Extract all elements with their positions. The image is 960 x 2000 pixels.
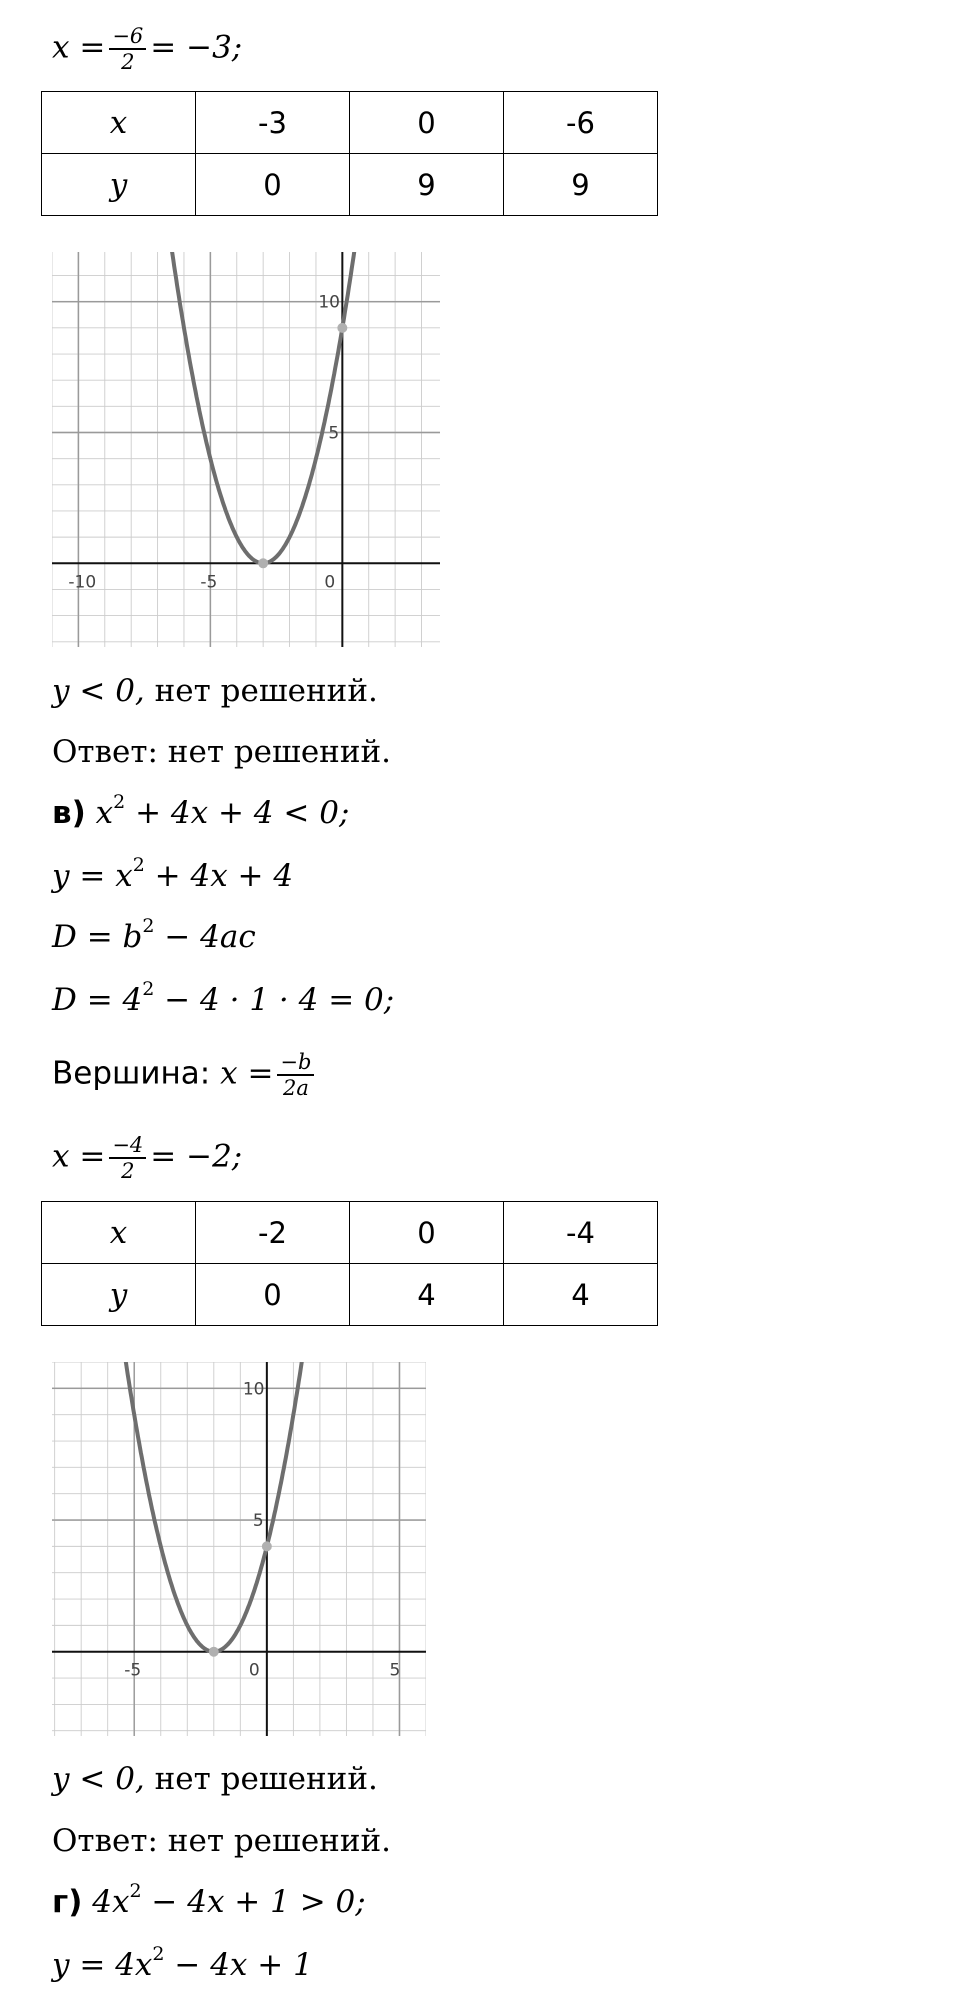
vertex-calc-line: x = $\frac{-6}{2}$ = −3;: [52, 24, 243, 74]
x-tick-label: -10: [68, 572, 97, 593]
answer-line: Ответ: нет решений.: [52, 1823, 392, 1859]
table-cell: 0: [350, 92, 504, 154]
table-cell: 0: [196, 154, 350, 216]
parabola-curve: [52, 252, 440, 563]
table-cell: -3: [196, 92, 350, 154]
x-tick-label: 0: [324, 572, 336, 593]
table-header-x: x: [42, 92, 196, 154]
x-tick-label: 0: [248, 1660, 260, 1681]
discriminant-calc: $D = 4^2 - 4 \cdot 1 \cdot 4 = 0$;: [52, 978, 395, 1018]
vertex-calc-line: x = $\frac{-4}{2}$ = −2;: [52, 1133, 243, 1183]
parabola-graph-2: [52, 1362, 426, 1736]
x-tick-label: -5: [124, 1660, 142, 1681]
fraction: $\frac{-b}{2a}$: [277, 1050, 314, 1100]
table-cell: -4: [504, 1202, 658, 1264]
function-v: $y = x^2 + 4x + 4$: [52, 854, 294, 894]
y-tick-label: 10: [318, 292, 340, 313]
part-label: в): [52, 795, 86, 831]
fraction: $\frac{-4}{2}$: [109, 1133, 146, 1183]
y-tick-label: 5: [328, 423, 340, 444]
y-tick-label: 5: [252, 1511, 264, 1532]
table-cell: 0: [350, 1202, 504, 1264]
conclusion-line: y < 0, нет решений.: [52, 1761, 378, 1797]
inequality-v: в) $x^2 + 4x + 4 < 0$;: [52, 791, 350, 831]
fraction: $\frac{-6}{2}$: [109, 24, 146, 74]
table-header-x: x: [42, 1202, 196, 1264]
values-table-1: [41, 91, 658, 216]
data-point: [262, 1541, 272, 1551]
table-header-y: y: [42, 1264, 196, 1326]
table-cell: 4: [350, 1264, 504, 1326]
data-point: [209, 1647, 219, 1657]
table-cell: 9: [350, 154, 504, 216]
function-g: $y = 4x^2 - 4x + 1$: [52, 1943, 313, 1983]
answer-line: Ответ: нет решений.: [52, 734, 392, 770]
discriminant-formula: $D = b^2 - 4ac$: [52, 915, 256, 955]
conclusion-line: y < 0, нет решений.: [52, 673, 378, 709]
grid: [52, 252, 440, 647]
vertex-formula: Вершина: x = $\frac{-b}{2a}$: [52, 1050, 318, 1100]
table-cell: 9: [504, 154, 658, 216]
table-cell: 0: [196, 1264, 350, 1326]
table-cell: -2: [196, 1202, 350, 1264]
grid: [52, 1362, 426, 1736]
part-label: г): [52, 1884, 83, 1920]
data-point: [258, 558, 268, 568]
table-cell: -6: [504, 92, 658, 154]
inequality-g: г) $4x^2 - 4x + 1 > 0$;: [52, 1880, 366, 1920]
table-header-y: y: [42, 154, 196, 216]
x-tick-label: -5: [200, 572, 218, 593]
values-table-2: [41, 1201, 658, 1326]
table-cell: 4: [504, 1264, 658, 1326]
y-tick-label: 10: [242, 1379, 265, 1400]
parabola-graph-1: [52, 252, 440, 647]
x-tick-label: 5: [389, 1660, 401, 1681]
data-point: [337, 323, 347, 333]
